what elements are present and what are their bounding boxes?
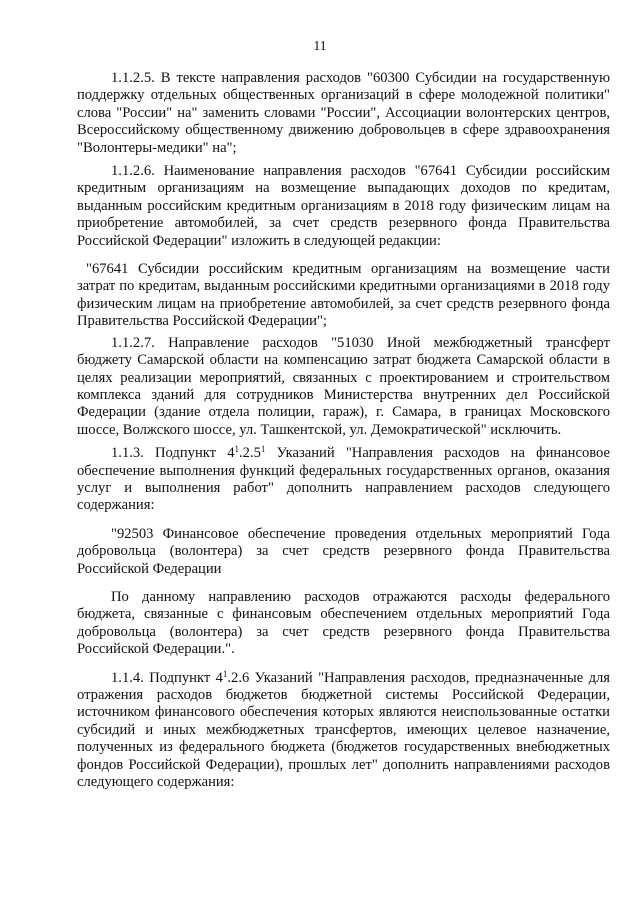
paragraph-1-1-3-code: .2.5: [239, 445, 261, 462]
paragraph-92503-heading: "92503 Финансовое обеспечение проведения отдельных мероприятий Года добровольца (волонтера) за счет средств резервного фонда Правительства Российской Федерации: [77, 525, 610, 577]
paragraph-1-1-3: [77, 445, 610, 515]
superscript-1: 1: [260, 444, 266, 455]
paragraph-1-1-2-7: 1.1.2.7. Направление расходов "51030 Иной межбюджетный трансферт бюджету Самарской области на компенсацию затрат бюджета Самарской области в целях реализации мероприятий, связанных с проектированием и строительством комплекса зданий для сотрудников Министерства внутренних дел Российской Федерации (здание отдела полиции, гараж), г. Самара, в границах Московского шоссе, Волжского шоссе, ул. Ташкентской, ул. Демократической" исключить.: [77, 334, 610, 438]
paragraph-1-1-3-body: Указаний "Направления расходов на финансовое обеспечение выполнения функций федеральных государственных органов, оказания услуг и выполнения работ" дополнить направлением расходов следующего содержания:: [77, 445, 610, 514]
paragraph-92503-description: По данному направлению расходов отражаются расходы федерального бюджета, связанные с финансовым обеспечением отдельных мероприятий Года добровольца (волонтера) за счет средств резервного фонда Правительства Российской Федерации.".: [77, 588, 610, 658]
superscript-1: 1: [222, 668, 228, 679]
paragraph-1-1-2-6: 1.1.2.6. Наименование направления расходов "67641 Субсидии российским кредитным организациям на возмещение выпадающих доходов по кредитам, выданным российским кредитным организациям в 2018 году физическим лицам на приобретение автомобилей, за счет средств резервного фонда Правительства Российской Федерации" изложить в следующей редакции:: [77, 163, 610, 249]
paragraph-1-1-4-body: .2.6 Указаний "Направления расходов, предназначенные для отражения расходов бюджетов бюджетной системы Российской Федерации, источником финансового обеспечения которых являются неиспользованные остатки субсидий и иных межбюджетных трансфертов, имеющих целевое назначение, полученных из федерального бюджета (бюджетов государственных внебюджетных фондов Российской Федерации), прошлых лет" дополнить направлениями расходов следующего содержания:: [77, 669, 610, 791]
document-body: [77, 70, 610, 797]
paragraph-67641-new-wording: "67641 Субсидии российским кредитным организациям на возмещение части затрат по кредитам, выданным российскими кредитными организациями в 2018 году физическим лицам на приобретение автомобилей, за счет средств резервного фонда Правительства Российской Федерации";: [77, 261, 610, 330]
superscript-1: 1: [234, 444, 240, 455]
page-number: 11: [313, 38, 327, 53]
paragraph-1-1-2-5: 1.1.2.5. В тексте направления расходов "60300 Субсидии на государственную поддержку отдельных общественных организаций в сфере молодежной политики" слова "России" на" заменить словами "России", Ассоциации волонтерских центров, Всероссийскому общественному движению добровольцев в сфере здравоохранения "Волонтеры-медики" на";: [77, 70, 610, 156]
paragraph-1-1-4: [77, 670, 610, 792]
paragraph-1-1-3-lead: 1.1.3. Подпункт 4: [111, 445, 235, 462]
paragraph-1-1-4-lead: 1.1.4. Подпункт 4: [111, 669, 223, 686]
